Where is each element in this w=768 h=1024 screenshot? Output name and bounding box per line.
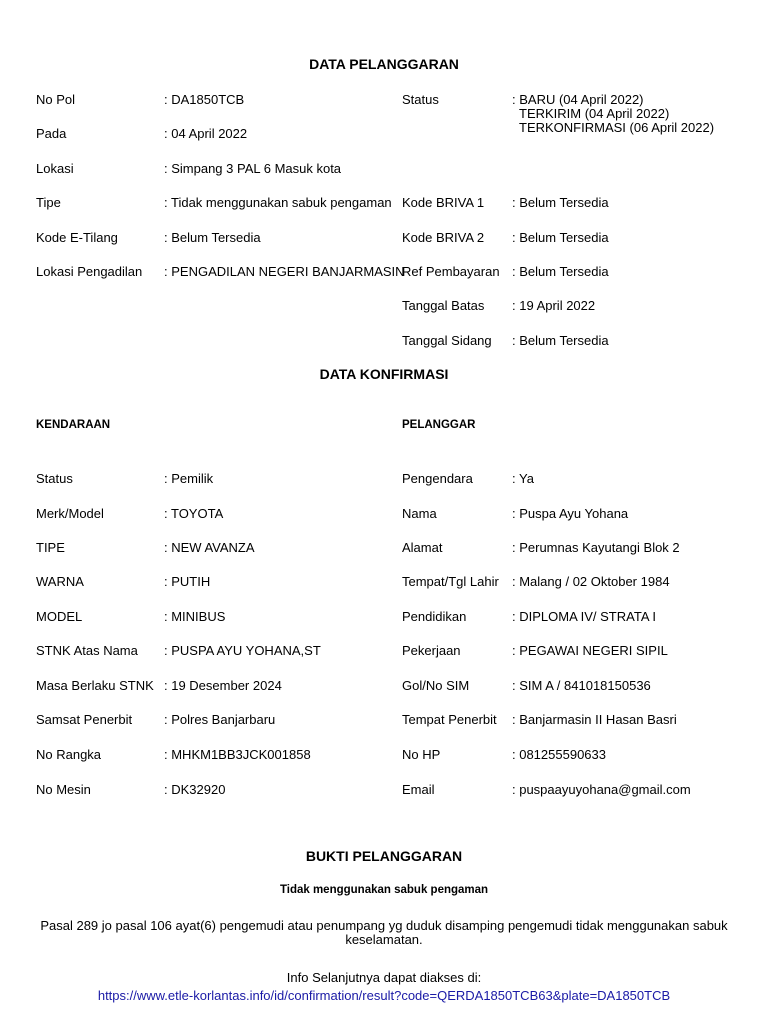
field-value: : MINIBUS <box>164 609 226 624</box>
field-label: Pengendara <box>402 471 473 486</box>
field-value: : SIM A / 841018150536 <box>512 678 651 693</box>
field-value: : Polres Banjarbaru <box>164 712 276 727</box>
field-value: : Belum Tersedia <box>512 333 609 348</box>
field-label: Pendidikan <box>402 609 467 624</box>
field-value: : PENGADILAN NEGERI BANJARMASIN <box>164 264 405 279</box>
info-text: Info Selanjutnya dapat diakses di: <box>286 970 482 985</box>
field-value: : 19 April 2022 <box>512 298 596 313</box>
field-label: Kode E-Tilang <box>36 230 118 245</box>
field-label: Lokasi <box>36 161 74 176</box>
field-label: Lokasi Pengadilan <box>36 264 143 279</box>
field-value: : Pemilik <box>164 471 214 486</box>
field-label: Tempat/Tgl Lahir <box>402 574 499 589</box>
field-value: : TOYOTA <box>164 506 224 521</box>
pasal-text-line2: keselamatan. <box>345 932 423 947</box>
field-value: : DIPLOMA IV/ STRATA I <box>512 609 656 624</box>
kendaraan-heading: KENDARAAN <box>36 419 111 431</box>
field-value: : Belum Tersedia <box>164 230 261 245</box>
field-label: Pekerjaan <box>402 643 461 658</box>
field-value: : 19 Desember 2024 <box>164 678 282 693</box>
konfirmasi-title: DATA KONFIRMASI <box>319 366 449 382</box>
pelanggar-heading: PELANGGAR <box>402 419 476 431</box>
field-label: Kode BRIVA 1 <box>402 195 485 210</box>
field-value: : DA1850TCB <box>164 92 245 107</box>
field-value: : puspaayuyohana@gmail.com <box>512 782 691 797</box>
field-label: Kode BRIVA 2 <box>402 230 485 245</box>
field-value: : Tidak menggunakan sabuk pengaman <box>164 195 392 210</box>
field-label: Gol/No SIM <box>402 678 470 693</box>
status-line: : BARU (04 April 2022) <box>512 92 644 107</box>
status-label: Status <box>402 92 439 107</box>
field-label: Tanggal Sidang <box>402 333 492 348</box>
field-label: No HP <box>402 747 441 762</box>
field-value: : MHKM1BB3JCK001858 <box>164 747 311 762</box>
field-value: : PUTIH <box>164 574 211 589</box>
field-label: Tempat Penerbit <box>402 712 497 727</box>
field-value: : 081255590633 <box>512 747 606 762</box>
field-label: Alamat <box>402 540 443 555</box>
pelanggaran-title: DATA PELANGGARAN <box>309 56 459 72</box>
field-value: : Simpang 3 PAL 6 Masuk kota <box>164 161 342 176</box>
field-value: : Belum Tersedia <box>512 264 609 279</box>
field-value: : Puspa Ayu Yohana <box>512 506 629 521</box>
field-value: : DK32920 <box>164 782 226 797</box>
field-label: WARNA <box>36 574 84 589</box>
field-label: Email <box>402 782 435 797</box>
field-value: : PEGAWAI NEGERI SIPIL <box>512 643 668 658</box>
field-label: Merk/Model <box>36 506 104 521</box>
field-value: : Perumnas Kayutangi Blok 2 <box>512 540 680 555</box>
field-value: : Ya <box>512 471 534 486</box>
field-value: : NEW AVANZA <box>164 540 255 555</box>
bukti-title: BUKTI PELANGGARAN <box>305 848 463 864</box>
field-label: Samsat Penerbit <box>36 712 133 727</box>
confirmation-link[interactable]: https://www.etle-korlantas.info/id/confirmation/result?code=QERDA1850TCB63&plate=DA1850TCB <box>97 988 671 1003</box>
field-label: TIPE <box>36 540 65 555</box>
field-label: Ref Pembayaran <box>402 264 500 279</box>
field-value: : Malang / 02 Oktober 1984 <box>512 574 670 589</box>
field-label: No Rangka <box>36 747 102 762</box>
status-line: TERKONFIRMASI (06 April 2022) <box>519 120 715 135</box>
field-label: Tanggal Batas <box>402 298 485 313</box>
field-label: Nama <box>402 506 437 521</box>
field-value: : PUSPA AYU YOHANA,ST <box>164 643 321 658</box>
field-value: : Belum Tersedia <box>512 195 609 210</box>
field-label: No Mesin <box>36 782 91 797</box>
bukti-subtitle: Tidak menggunakan sabuk pengaman <box>279 884 489 896</box>
field-label: MODEL <box>36 609 83 624</box>
field-value: : Banjarmasin II Hasan Basri <box>512 712 677 727</box>
field-label: Tipe <box>36 195 61 210</box>
field-value: : Belum Tersedia <box>512 230 609 245</box>
field-label: No Pol <box>36 92 76 107</box>
field-label: Status <box>36 471 73 486</box>
status-line: TERKIRIM (04 April 2022) <box>519 106 670 121</box>
field-label: Pada <box>36 126 67 141</box>
field-label: Masa Berlaku STNK <box>36 678 154 693</box>
field-value: : 04 April 2022 <box>164 126 248 141</box>
pasal-text-line1: Pasal 289 jo pasal 106 ayat(6) pengemudi atau penumpang yg duduk disamping pengemudi tidak menggunakan sabuk <box>40 918 728 933</box>
confirmation-link-row <box>0 988 768 1003</box>
field-label: STNK Atas Nama <box>36 643 138 658</box>
